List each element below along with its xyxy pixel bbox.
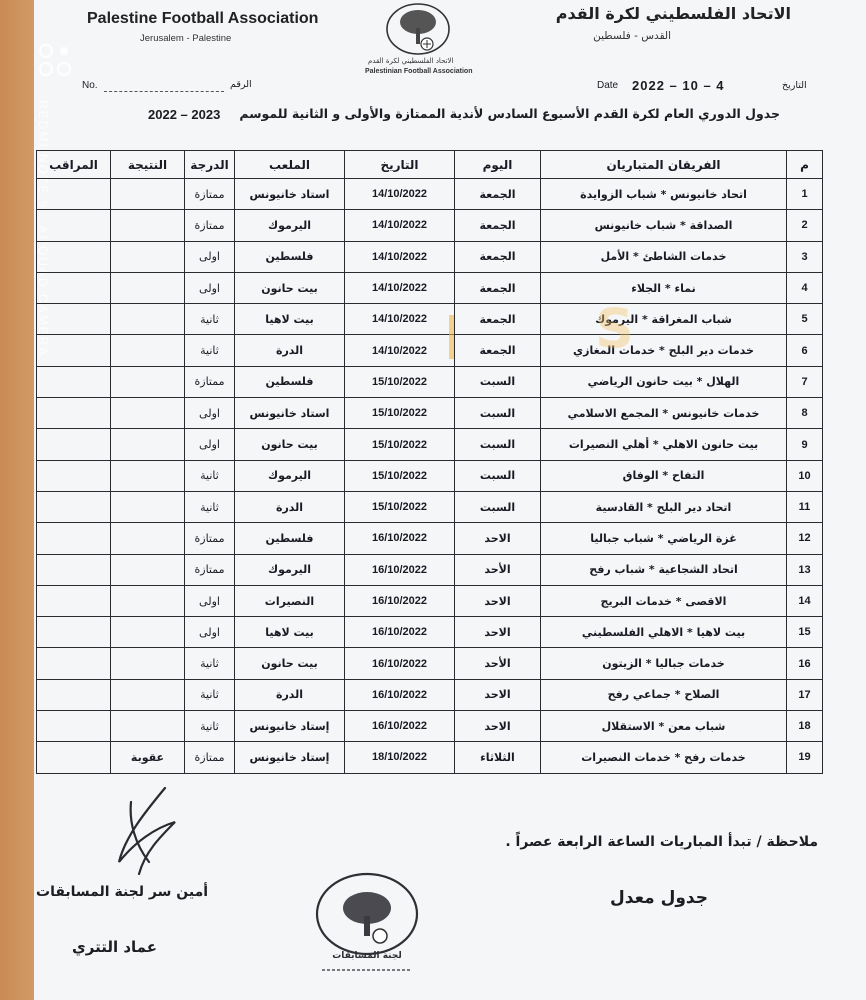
table-row xyxy=(37,711,823,742)
cell-observer xyxy=(37,179,111,210)
news-agency-watermark xyxy=(445,307,705,367)
cell-num: 13 xyxy=(787,554,823,585)
cell-grade: اولى xyxy=(185,241,235,272)
cell-num: 19 xyxy=(787,742,823,773)
cell-num: 17 xyxy=(787,679,823,710)
cell-result xyxy=(111,523,185,554)
cell-observer xyxy=(37,554,111,585)
cell-date: 14/10/2022 xyxy=(345,304,455,335)
cell-grade: ممتازة xyxy=(185,210,235,241)
cell-date: 16/10/2022 xyxy=(345,585,455,616)
cell-date: 14/10/2022 xyxy=(345,179,455,210)
cell-date: 14/10/2022 xyxy=(345,241,455,272)
cell-day: الثلاثاء xyxy=(455,742,541,773)
cell-num: 8 xyxy=(787,398,823,429)
cell-grade: اولى xyxy=(185,617,235,648)
cell-date: 18/10/2022 xyxy=(345,742,455,773)
table-row xyxy=(37,429,823,460)
cell-result xyxy=(111,679,185,710)
cell-result xyxy=(111,585,185,616)
cell-teams: التفاح * الوفاق xyxy=(541,460,787,491)
cell-result xyxy=(111,366,185,397)
cell-teams: اتحاد الشجاعية * شباب رفح xyxy=(541,554,787,585)
cell-num: 9 xyxy=(787,429,823,460)
cell-date: 14/10/2022 xyxy=(345,272,455,303)
cell-stadium: بيت حانون xyxy=(235,648,345,679)
cell-result xyxy=(111,210,185,241)
cell-grade: اولى xyxy=(185,398,235,429)
cell-num: 16 xyxy=(787,648,823,679)
cell-day: السبت xyxy=(455,398,541,429)
cell-teams: نماء * الجلاء xyxy=(541,272,787,303)
cell-stadium: بيت لاهيا xyxy=(235,304,345,335)
table-row xyxy=(37,272,823,303)
cell-date: 16/10/2022 xyxy=(345,617,455,648)
camera-watermark-icon xyxy=(37,42,81,82)
fixtures-table xyxy=(36,150,823,774)
cell-stadium: الدرة xyxy=(235,335,345,366)
competitions-committee-stamp xyxy=(308,870,426,980)
cell-grade: ثانية xyxy=(185,304,235,335)
cell-grade: ثانية xyxy=(185,648,235,679)
cell-grade: ممتازة xyxy=(185,523,235,554)
cell-grade: اولى xyxy=(185,585,235,616)
cell-result xyxy=(111,398,185,429)
stamp-text: لجنة المسابقات xyxy=(332,951,402,961)
cell-teams: بيت حانون الاهلي * أهلي النصيرات xyxy=(541,429,787,460)
cell-day: الجمعة xyxy=(455,179,541,210)
col-header-date: التاريخ xyxy=(345,151,455,179)
cell-stadium: بيت لاهيا xyxy=(235,617,345,648)
cell-stadium: بيت حانون xyxy=(235,429,345,460)
amended-schedule-label: جدول معدل xyxy=(610,888,708,908)
cell-day: الجمعة xyxy=(455,210,541,241)
document-title: جدول الدوري العام لكرة القدم الأسبوع السادس لأندية الممتازة والأولى و الثانية للموسم xyxy=(239,106,780,121)
secretary-name: عماد التتري xyxy=(72,938,157,956)
cell-day: الاحد xyxy=(455,617,541,648)
cell-grade: اولى xyxy=(185,429,235,460)
cell-teams: غزة الرياضي * شباب جباليا xyxy=(541,523,787,554)
cell-stadium: إستاد خانيونس xyxy=(235,742,345,773)
cell-grade: ممتازة xyxy=(185,179,235,210)
cell-teams: الهلال * بيت حانون الرياضي xyxy=(541,366,787,397)
org-name-ar: الاتحاد الفلسطيني لكرة القدم xyxy=(555,4,791,23)
cell-date: 15/10/2022 xyxy=(345,491,455,522)
cell-date: 16/10/2022 xyxy=(345,554,455,585)
cell-observer xyxy=(37,366,111,397)
cell-observer xyxy=(37,617,111,648)
cell-result xyxy=(111,617,185,648)
table-row xyxy=(37,491,823,522)
table-row xyxy=(37,179,823,210)
cell-observer xyxy=(37,523,111,554)
cell-observer xyxy=(37,711,111,742)
table-row xyxy=(37,617,823,648)
cell-result xyxy=(111,429,185,460)
cell-teams: خدمات الشاطئ * الأمل xyxy=(541,241,787,272)
cell-grade: ثانية xyxy=(185,460,235,491)
table-row xyxy=(37,554,823,585)
cell-teams: شباب معن * الاستقلال xyxy=(541,711,787,742)
cell-day: الاحد xyxy=(455,585,541,616)
cell-observer xyxy=(37,585,111,616)
cell-result xyxy=(111,272,185,303)
cell-teams: الصلاح * جماعي رفح xyxy=(541,679,787,710)
cell-grade: ممتازة xyxy=(185,554,235,585)
cell-grade: اولى xyxy=(185,272,235,303)
table-row xyxy=(37,648,823,679)
table-row xyxy=(37,523,823,554)
cell-observer xyxy=(37,210,111,241)
cell-date: 16/10/2022 xyxy=(345,679,455,710)
cell-result xyxy=(111,241,185,272)
cell-num: 6 xyxy=(787,335,823,366)
cell-teams: خدمات جباليا * الزيتون xyxy=(541,648,787,679)
cell-result xyxy=(111,648,185,679)
cell-day: الجمعة xyxy=(455,335,541,366)
col-header-teams: الفريقان المتباريان xyxy=(541,151,787,179)
cell-result xyxy=(111,460,185,491)
cell-grade: ممتازة xyxy=(185,366,235,397)
cell-teams: خدمات دير البلح * خدمات المغازي xyxy=(541,335,787,366)
cell-result: عقوبة xyxy=(111,742,185,773)
cell-observer xyxy=(37,241,111,272)
cell-date: 14/10/2022 xyxy=(345,335,455,366)
table-row xyxy=(37,460,823,491)
cell-observer xyxy=(37,335,111,366)
cell-result xyxy=(111,179,185,210)
cell-stadium: فلسطين xyxy=(235,241,345,272)
table-row xyxy=(37,742,823,773)
cell-num: 5 xyxy=(787,304,823,335)
table-row xyxy=(37,210,823,241)
cell-day: السبت xyxy=(455,366,541,397)
col-header-observer: المراقب xyxy=(37,151,111,179)
cell-num: 1 xyxy=(787,179,823,210)
cell-result xyxy=(111,335,185,366)
cell-grade: ثانية xyxy=(185,711,235,742)
ref-number-label: No. xyxy=(82,80,98,91)
ref-number-line xyxy=(104,91,224,92)
cell-date: 15/10/2022 xyxy=(345,366,455,397)
col-header-day: اليوم xyxy=(455,151,541,179)
cell-num: 18 xyxy=(787,711,823,742)
cell-result xyxy=(111,304,185,335)
cell-date: 16/10/2022 xyxy=(345,523,455,554)
cell-observer xyxy=(37,679,111,710)
season-label: 2022 – 2023 xyxy=(148,107,221,122)
cell-date: 15/10/2022 xyxy=(345,460,455,491)
cell-stadium: اليرموك xyxy=(235,210,345,241)
cell-day: الأحد xyxy=(455,554,541,585)
cell-observer xyxy=(37,304,111,335)
cell-result xyxy=(111,711,185,742)
date-label: Date xyxy=(597,80,619,91)
org-name-en: Palestine Football Association xyxy=(87,10,319,27)
col-header-stadium: الملعب xyxy=(235,151,345,179)
cell-day: الاحد xyxy=(455,679,541,710)
cell-date: 15/10/2022 xyxy=(345,398,455,429)
cell-result xyxy=(111,491,185,522)
table-row xyxy=(37,241,823,272)
cell-observer xyxy=(37,742,111,773)
col-header-grade: الدرجة xyxy=(185,151,235,179)
cell-observer xyxy=(37,648,111,679)
cell-observer xyxy=(37,398,111,429)
cell-teams: اتحاد دير البلح * القادسية xyxy=(541,491,787,522)
cell-observer xyxy=(37,460,111,491)
cell-num: 7 xyxy=(787,366,823,397)
cell-day: الجمعة xyxy=(455,241,541,272)
table-row xyxy=(37,585,823,616)
cell-stadium: بيت حانون xyxy=(235,272,345,303)
cell-grade: ثانية xyxy=(185,491,235,522)
cell-stadium: الدرة xyxy=(235,679,345,710)
org-city-ar: القدس - فلسطين xyxy=(593,30,671,42)
cell-observer xyxy=(37,272,111,303)
cell-teams: اتحاد خانيونس * شباب الزوايدة xyxy=(541,179,787,210)
cell-day: السبت xyxy=(455,429,541,460)
table-row xyxy=(37,679,823,710)
cell-day: الأحد xyxy=(455,648,541,679)
cell-teams: بيت لاهيا * الاهلي الفلسطيني xyxy=(541,617,787,648)
camera-watermark-text: REDMI NOTE 9 · AI QUAD CAMERA xyxy=(36,100,50,358)
cell-num: 10 xyxy=(787,460,823,491)
cell-observer xyxy=(37,491,111,522)
logo-caption-en: Palestinian Football Association xyxy=(365,68,473,75)
table-row xyxy=(37,366,823,397)
table-header-row xyxy=(37,151,823,179)
date-label-ar: التاريخ xyxy=(782,80,807,91)
cell-day: الجمعة xyxy=(455,304,541,335)
cell-date: 15/10/2022 xyxy=(345,429,455,460)
cell-num: 11 xyxy=(787,491,823,522)
cell-stadium: اليرموك xyxy=(235,554,345,585)
cell-teams: شباب المغراقة * اليرموك xyxy=(541,304,787,335)
cell-stadium: فلسطين xyxy=(235,366,345,397)
cell-stadium: الدرة xyxy=(235,491,345,522)
table-row xyxy=(37,398,823,429)
cell-observer xyxy=(37,429,111,460)
logo-caption-ar: الاتحاد الفلسطيني لكرة القدم xyxy=(368,57,454,65)
cell-date: 16/10/2022 xyxy=(345,648,455,679)
cell-stadium: إستاد خانيونس xyxy=(235,711,345,742)
col-header-num: م xyxy=(787,151,823,179)
cell-stadium: فلسطين xyxy=(235,523,345,554)
date-value: 2022 – 10 – 4 xyxy=(632,78,725,93)
cell-stadium: استاد خانيونس xyxy=(235,398,345,429)
secretary-title: أمين سر لجنة المسابقات xyxy=(36,884,209,900)
cell-num: 3 xyxy=(787,241,823,272)
org-city-en: Jerusalem - Palestine xyxy=(140,33,232,44)
cell-day: الاحد xyxy=(455,711,541,742)
cell-day: السبت xyxy=(455,491,541,522)
cell-result xyxy=(111,554,185,585)
cell-teams: الصداقة * شباب خانيونس xyxy=(541,210,787,241)
cell-date: 14/10/2022 xyxy=(345,210,455,241)
cell-num: 12 xyxy=(787,523,823,554)
cell-num: 14 xyxy=(787,585,823,616)
cell-teams: الاقصى * خدمات البريج xyxy=(541,585,787,616)
cell-day: الاحد xyxy=(455,523,541,554)
cell-day: الجمعة xyxy=(455,272,541,303)
cell-grade: ثانية xyxy=(185,679,235,710)
cell-date: 16/10/2022 xyxy=(345,711,455,742)
footer-note: ملاحظة / تبدأ المباريات الساعة الرابعة عصراً . xyxy=(505,834,818,850)
cell-stadium: استاد خانيونس xyxy=(235,179,345,210)
ref-number-label-ar: الرقم xyxy=(230,79,252,90)
association-logo xyxy=(385,2,451,56)
cell-num: 2 xyxy=(787,210,823,241)
col-header-result: النتيجة xyxy=(111,151,185,179)
cell-teams: خدمات رفح * خدمات النصيرات xyxy=(541,742,787,773)
signature-icon xyxy=(105,782,195,882)
cell-grade: ممتازة xyxy=(185,742,235,773)
cell-teams: خدمات خانيونس * المجمع الاسلامي xyxy=(541,398,787,429)
cell-day: السبت xyxy=(455,460,541,491)
cell-stadium: اليرموك xyxy=(235,460,345,491)
cell-stadium: النصيرات xyxy=(235,585,345,616)
cell-num: 4 xyxy=(787,272,823,303)
cell-grade: ثانية xyxy=(185,335,235,366)
svg-text:S: S xyxy=(595,307,634,360)
cell-num: 15 xyxy=(787,617,823,648)
